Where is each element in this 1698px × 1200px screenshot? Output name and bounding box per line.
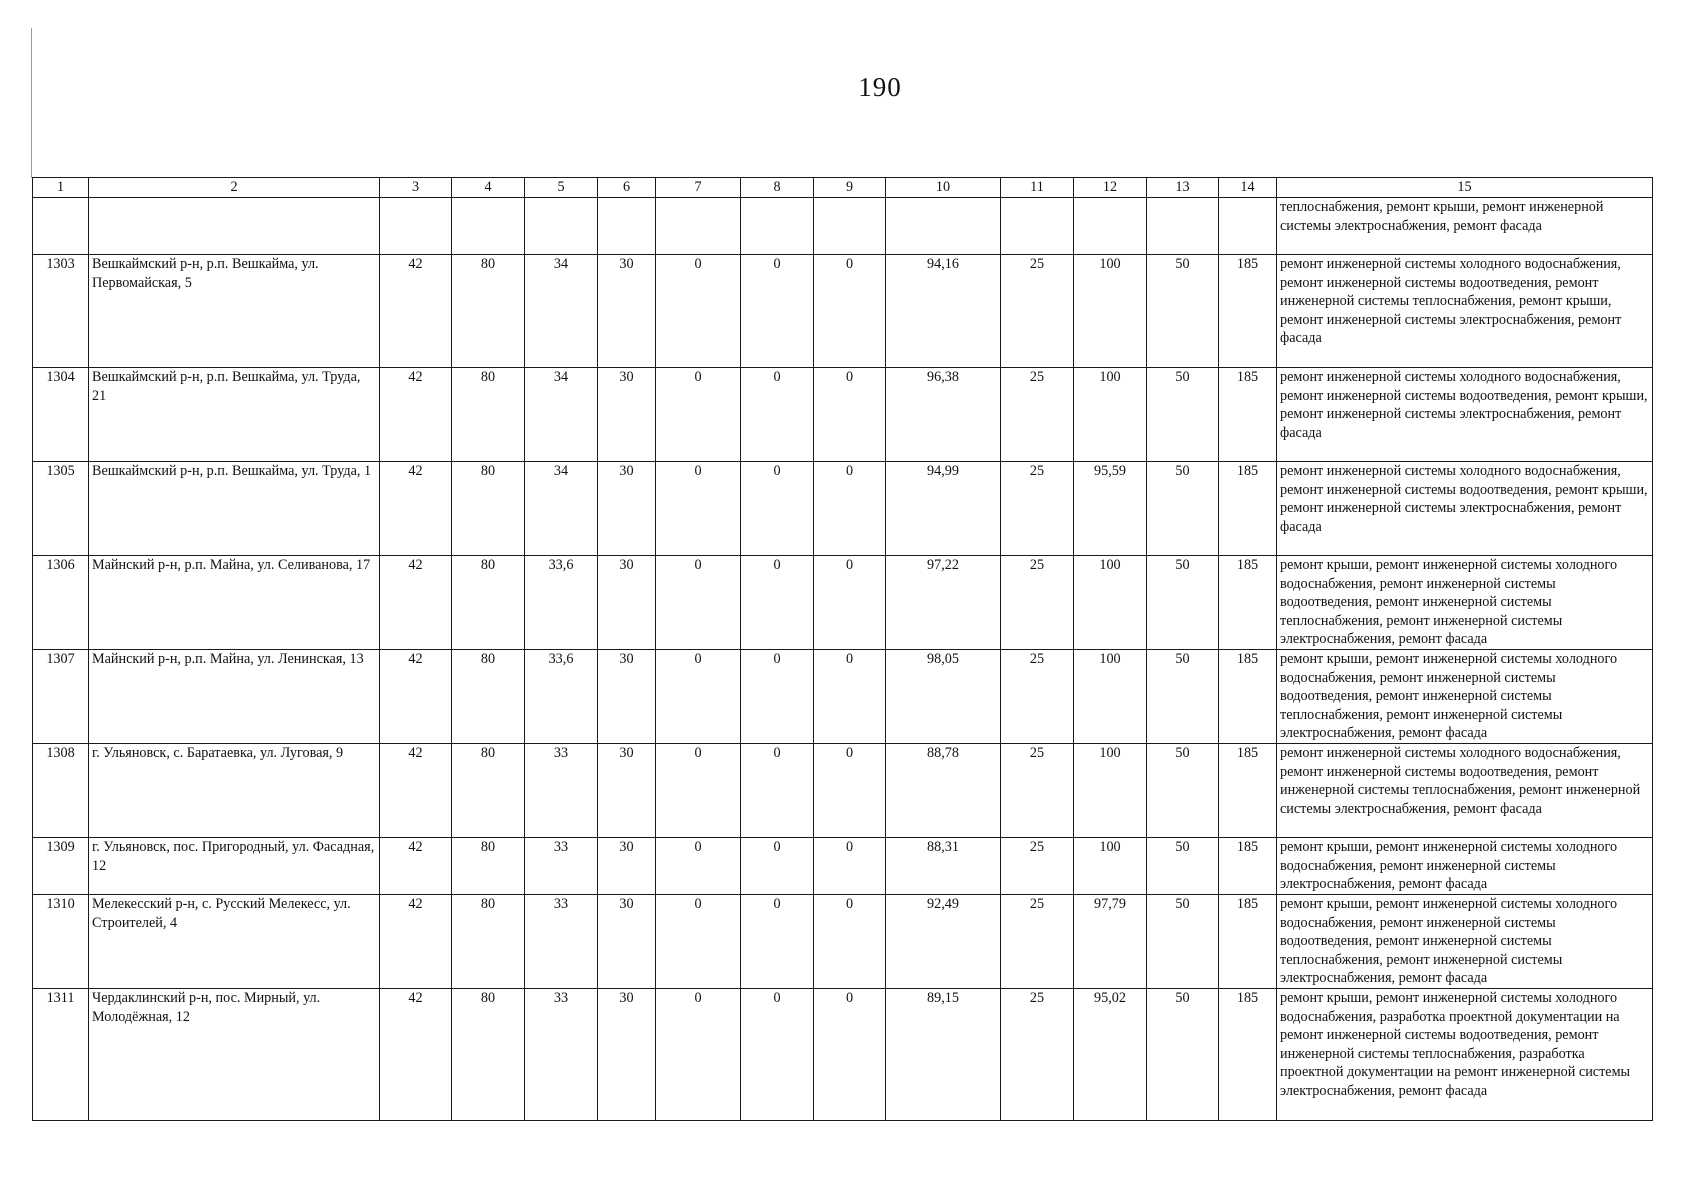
col-9-cell: 0 bbox=[814, 368, 886, 462]
col-10-cell: 88,31 bbox=[886, 838, 1001, 895]
col-11-cell: 25 bbox=[1001, 989, 1074, 1121]
col-12-cell bbox=[1074, 198, 1147, 255]
col-10-cell: 94,16 bbox=[886, 255, 1001, 368]
column-header: 9 bbox=[814, 178, 886, 198]
col-3-cell: 42 bbox=[380, 650, 452, 744]
column-header: 6 bbox=[598, 178, 656, 198]
col-13-cell: 50 bbox=[1147, 368, 1219, 462]
col-8-cell: 0 bbox=[741, 650, 814, 744]
col-5-cell: 34 bbox=[525, 462, 598, 556]
address-cell: Вешкаймский р-н, р.п. Вешкайма, ул. Первомайская, 5 bbox=[89, 255, 380, 368]
row-number-cell: 1311 bbox=[33, 989, 89, 1121]
row-number-cell: 1310 bbox=[33, 895, 89, 989]
table-row bbox=[33, 556, 1653, 650]
works-description-cell: ремонт инженерной системы холодного водоснабжения, ремонт инженерной системы водоотведения, ремонт крыши, ремонт инженерной системы электроснабжения, ремонт фасада bbox=[1277, 462, 1653, 556]
col-14-cell bbox=[1219, 198, 1277, 255]
col-13-cell: 50 bbox=[1147, 462, 1219, 556]
col-12-cell: 100 bbox=[1074, 368, 1147, 462]
col-4-cell: 80 bbox=[452, 650, 525, 744]
col-10-cell: 96,38 bbox=[886, 368, 1001, 462]
col-12-cell: 100 bbox=[1074, 556, 1147, 650]
col-6-cell: 30 bbox=[598, 368, 656, 462]
column-header: 3 bbox=[380, 178, 452, 198]
works-description-cell: ремонт крыши, ремонт инженерной системы холодного водоснабжения, разработка проектной документации на ремонт инженерной системы водоотведения, ремонт инженерной системы теплоснабжения, разработка проектной документации на ремонт инженерной системы электроснабжения, ремонт фасада bbox=[1277, 989, 1653, 1121]
col-8-cell: 0 bbox=[741, 255, 814, 368]
col-5-cell: 33,6 bbox=[525, 650, 598, 744]
col-7-cell bbox=[656, 198, 741, 255]
col-13-cell: 50 bbox=[1147, 989, 1219, 1121]
col-4-cell: 80 bbox=[452, 989, 525, 1121]
col-12-cell: 100 bbox=[1074, 255, 1147, 368]
col-7-cell: 0 bbox=[656, 462, 741, 556]
col-8-cell: 0 bbox=[741, 462, 814, 556]
col-14-cell: 185 bbox=[1219, 462, 1277, 556]
table-row bbox=[33, 462, 1653, 556]
col-14-cell: 185 bbox=[1219, 895, 1277, 989]
works-description-cell: ремонт инженерной системы холодного водоснабжения, ремонт инженерной системы водоотведения, ремонт крыши, ремонт инженерной системы электроснабжения, ремонт фасада bbox=[1277, 368, 1653, 462]
table-row bbox=[33, 895, 1653, 989]
col-4-cell: 80 bbox=[452, 255, 525, 368]
col-13-cell: 50 bbox=[1147, 255, 1219, 368]
col-13-cell: 50 bbox=[1147, 895, 1219, 989]
col-11-cell: 25 bbox=[1001, 462, 1074, 556]
address-cell: Вешкаймский р-н, р.п. Вешкайма, ул. Труда, 21 bbox=[89, 368, 380, 462]
col-11-cell: 25 bbox=[1001, 895, 1074, 989]
col-9-cell: 0 bbox=[814, 838, 886, 895]
col-6-cell: 30 bbox=[598, 650, 656, 744]
col-13-cell: 50 bbox=[1147, 838, 1219, 895]
row-number-cell: 1306 bbox=[33, 556, 89, 650]
col-11-cell bbox=[1001, 198, 1074, 255]
column-header: 11 bbox=[1001, 178, 1074, 198]
col-8-cell: 0 bbox=[741, 989, 814, 1121]
col-10-cell: 89,15 bbox=[886, 989, 1001, 1121]
works-description-cell: ремонт крыши, ремонт инженерной системы холодного водоснабжения, ремонт инженерной системы водоотведения, ремонт инженерной системы теплоснабжения, ремонт инженерной системы электроснабжения, ремонт фасада bbox=[1277, 650, 1653, 744]
col-5-cell: 33,6 bbox=[525, 556, 598, 650]
col-4-cell bbox=[452, 198, 525, 255]
table-row bbox=[33, 198, 1653, 255]
col-6-cell: 30 bbox=[598, 838, 656, 895]
col-3-cell: 42 bbox=[380, 895, 452, 989]
address-cell: Майнский р-н, р.п. Майна, ул. Ленинская, 13 bbox=[89, 650, 380, 744]
col-13-cell bbox=[1147, 198, 1219, 255]
table-row bbox=[33, 368, 1653, 462]
col-4-cell: 80 bbox=[452, 462, 525, 556]
page-left-edge-line bbox=[31, 28, 32, 178]
table-row bbox=[33, 989, 1653, 1121]
col-5-cell: 33 bbox=[525, 838, 598, 895]
address-cell bbox=[89, 198, 380, 255]
col-9-cell: 0 bbox=[814, 255, 886, 368]
address-cell: г. Ульяновск, с. Баратаевка, ул. Луговая, 9 bbox=[89, 744, 380, 838]
table-row bbox=[33, 838, 1653, 895]
row-number-cell: 1304 bbox=[33, 368, 89, 462]
col-4-cell: 80 bbox=[452, 838, 525, 895]
col-8-cell: 0 bbox=[741, 368, 814, 462]
column-header: 2 bbox=[89, 178, 380, 198]
row-number-cell: 1305 bbox=[33, 462, 89, 556]
col-7-cell: 0 bbox=[656, 368, 741, 462]
col-9-cell: 0 bbox=[814, 744, 886, 838]
table-row bbox=[33, 744, 1653, 838]
col-5-cell bbox=[525, 198, 598, 255]
col-11-cell: 25 bbox=[1001, 650, 1074, 744]
col-8-cell: 0 bbox=[741, 744, 814, 838]
row-number-cell: 1309 bbox=[33, 838, 89, 895]
address-cell: Чердаклинский р-н, пос. Мирный, ул. Молодёжная, 12 bbox=[89, 989, 380, 1121]
column-header: 14 bbox=[1219, 178, 1277, 198]
col-7-cell: 0 bbox=[656, 895, 741, 989]
works-description-cell: ремонт крыши, ремонт инженерной системы холодного водоснабжения, ремонт инженерной системы электроснабжения, ремонт фасада bbox=[1277, 838, 1653, 895]
col-3-cell bbox=[380, 198, 452, 255]
col-11-cell: 25 bbox=[1001, 556, 1074, 650]
col-6-cell: 30 bbox=[598, 462, 656, 556]
col-9-cell: 0 bbox=[814, 556, 886, 650]
col-3-cell: 42 bbox=[380, 462, 452, 556]
col-14-cell: 185 bbox=[1219, 556, 1277, 650]
col-6-cell: 30 bbox=[598, 744, 656, 838]
works-description-cell: ремонт инженерной системы холодного водоснабжения, ремонт инженерной системы водоотведения, ремонт инженерной системы теплоснабжения, ремонт крыши, ремонт инженерной системы электроснабжения, ремонт фасада bbox=[1277, 255, 1653, 368]
works-description-cell: теплоснабжения, ремонт крыши, ремонт инженерной системы электроснабжения, ремонт фасада bbox=[1277, 198, 1653, 255]
column-header: 7 bbox=[656, 178, 741, 198]
col-6-cell bbox=[598, 198, 656, 255]
col-6-cell: 30 bbox=[598, 556, 656, 650]
col-7-cell: 0 bbox=[656, 989, 741, 1121]
col-6-cell: 30 bbox=[598, 989, 656, 1121]
col-9-cell: 0 bbox=[814, 650, 886, 744]
works-description-cell: ремонт инженерной системы холодного водоснабжения, ремонт инженерной системы водоотведения, ремонт инженерной системы теплоснабжения, ремонт инженерной системы электроснабжения, ремонт фасада bbox=[1277, 744, 1653, 838]
col-5-cell: 34 bbox=[525, 368, 598, 462]
col-14-cell: 185 bbox=[1219, 989, 1277, 1121]
col-8-cell bbox=[741, 198, 814, 255]
row-number-cell: 1303 bbox=[33, 255, 89, 368]
table-body bbox=[33, 198, 1653, 1121]
col-12-cell: 100 bbox=[1074, 744, 1147, 838]
works-description-cell: ремонт крыши, ремонт инженерной системы холодного водоснабжения, ремонт инженерной системы водоотведения, ремонт инженерной системы теплоснабжения, ремонт инженерной системы электроснабжения, ремонт фасада bbox=[1277, 895, 1653, 989]
column-number-header-row bbox=[33, 178, 1653, 198]
col-14-cell: 185 bbox=[1219, 255, 1277, 368]
table-row bbox=[33, 650, 1653, 744]
col-4-cell: 80 bbox=[452, 556, 525, 650]
row-number-cell: 1307 bbox=[33, 650, 89, 744]
col-5-cell: 33 bbox=[525, 989, 598, 1121]
col-10-cell bbox=[886, 198, 1001, 255]
column-header: 12 bbox=[1074, 178, 1147, 198]
col-13-cell: 50 bbox=[1147, 744, 1219, 838]
col-13-cell: 50 bbox=[1147, 650, 1219, 744]
col-12-cell: 95,59 bbox=[1074, 462, 1147, 556]
row-number-cell bbox=[33, 198, 89, 255]
col-10-cell: 92,49 bbox=[886, 895, 1001, 989]
col-3-cell: 42 bbox=[380, 255, 452, 368]
address-cell: Мелекесский р-н, с. Русский Мелекесс, ул. Строителей, 4 bbox=[89, 895, 380, 989]
column-header: 1 bbox=[33, 178, 89, 198]
page-number: 190 bbox=[858, 72, 902, 102]
col-4-cell: 80 bbox=[452, 744, 525, 838]
row-number-cell: 1308 bbox=[33, 744, 89, 838]
col-3-cell: 42 bbox=[380, 838, 452, 895]
column-header: 15 bbox=[1277, 178, 1653, 198]
col-10-cell: 97,22 bbox=[886, 556, 1001, 650]
col-9-cell: 0 bbox=[814, 895, 886, 989]
address-cell: Вешкаймский р-н, р.п. Вешкайма, ул. Труда, 1 bbox=[89, 462, 380, 556]
col-6-cell: 30 bbox=[598, 255, 656, 368]
col-3-cell: 42 bbox=[380, 744, 452, 838]
address-cell: г. Ульяновск, пос. Пригородный, ул. Фасадная, 12 bbox=[89, 838, 380, 895]
col-6-cell: 30 bbox=[598, 895, 656, 989]
col-14-cell: 185 bbox=[1219, 650, 1277, 744]
col-5-cell: 33 bbox=[525, 895, 598, 989]
col-3-cell: 42 bbox=[380, 556, 452, 650]
col-12-cell: 100 bbox=[1074, 650, 1147, 744]
col-10-cell: 98,05 bbox=[886, 650, 1001, 744]
works-description-cell: ремонт крыши, ремонт инженерной системы холодного водоснабжения, ремонт инженерной системы водоотведения, ремонт инженерной системы теплоснабжения, ремонт инженерной системы электроснабжения, ремонт фасада bbox=[1277, 556, 1653, 650]
column-header: 5 bbox=[525, 178, 598, 198]
col-7-cell: 0 bbox=[656, 650, 741, 744]
col-14-cell: 185 bbox=[1219, 368, 1277, 462]
col-11-cell: 25 bbox=[1001, 744, 1074, 838]
col-7-cell: 0 bbox=[656, 744, 741, 838]
column-header: 4 bbox=[452, 178, 525, 198]
column-header: 13 bbox=[1147, 178, 1219, 198]
col-9-cell bbox=[814, 198, 886, 255]
address-cell: Майнский р-н, р.п. Майна, ул. Селиванова, 17 bbox=[89, 556, 380, 650]
col-11-cell: 25 bbox=[1001, 368, 1074, 462]
repair-program-table bbox=[32, 177, 1653, 1121]
col-12-cell: 100 bbox=[1074, 838, 1147, 895]
col-11-cell: 25 bbox=[1001, 255, 1074, 368]
col-12-cell: 95,02 bbox=[1074, 989, 1147, 1121]
col-9-cell: 0 bbox=[814, 989, 886, 1121]
col-10-cell: 88,78 bbox=[886, 744, 1001, 838]
col-7-cell: 0 bbox=[656, 556, 741, 650]
col-10-cell: 94,99 bbox=[886, 462, 1001, 556]
col-3-cell: 42 bbox=[380, 989, 452, 1121]
col-4-cell: 80 bbox=[452, 368, 525, 462]
column-header: 10 bbox=[886, 178, 1001, 198]
col-7-cell: 0 bbox=[656, 838, 741, 895]
col-5-cell: 34 bbox=[525, 255, 598, 368]
col-8-cell: 0 bbox=[741, 556, 814, 650]
col-5-cell: 33 bbox=[525, 744, 598, 838]
col-14-cell: 185 bbox=[1219, 838, 1277, 895]
col-12-cell: 97,79 bbox=[1074, 895, 1147, 989]
col-7-cell: 0 bbox=[656, 255, 741, 368]
column-header: 8 bbox=[741, 178, 814, 198]
col-14-cell: 185 bbox=[1219, 744, 1277, 838]
col-3-cell: 42 bbox=[380, 368, 452, 462]
table-row bbox=[33, 255, 1653, 368]
col-8-cell: 0 bbox=[741, 838, 814, 895]
col-9-cell: 0 bbox=[814, 462, 886, 556]
col-8-cell: 0 bbox=[741, 895, 814, 989]
col-4-cell: 80 bbox=[452, 895, 525, 989]
col-11-cell: 25 bbox=[1001, 838, 1074, 895]
col-13-cell: 50 bbox=[1147, 556, 1219, 650]
